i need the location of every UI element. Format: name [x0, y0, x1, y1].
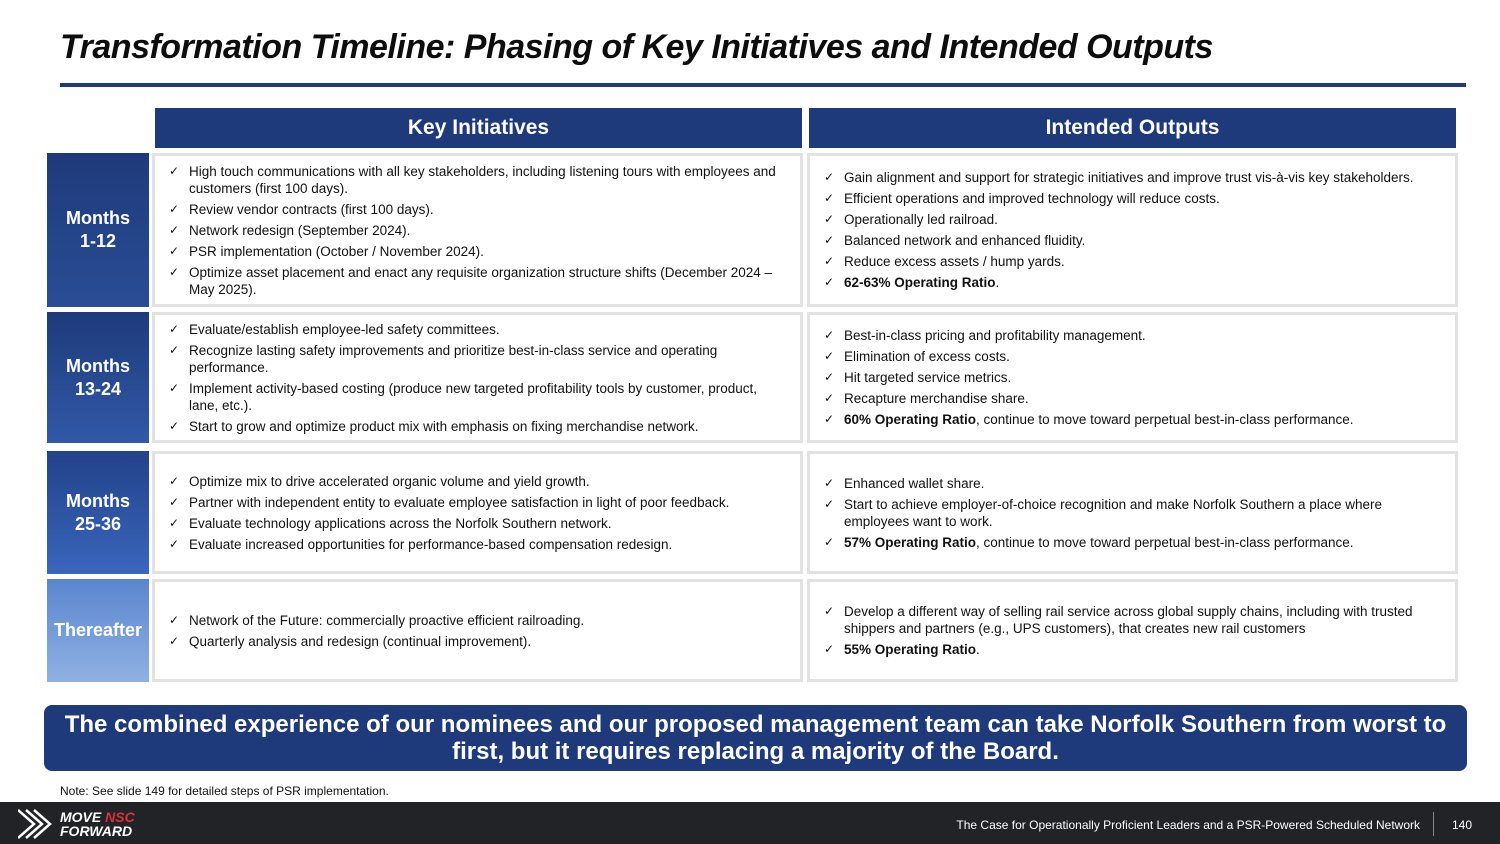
- page-number: 140: [1451, 818, 1472, 832]
- check-icon: ✓: [824, 233, 835, 247]
- initiative-item: ✓ Evaluate technology applications across the Norfolk Southern network.: [169, 515, 612, 531]
- check-icon: ✓: [824, 349, 835, 363]
- initiative-item: ✓ Quarterly analysis and redesign (continual improvement).: [169, 633, 532, 649]
- phase-label: Thereafter: [47, 579, 149, 682]
- initiative-item: ✓ Implement activity-based costing (produce new targeted profitability tools by customer, product, lane, etc.).: [169, 380, 758, 413]
- output-item: ✓ Best-in-class pricing and profitability management.: [824, 328, 1146, 343]
- output-item: ✓ 55% Operating Ratio.: [824, 642, 980, 657]
- initiatives-cell: [152, 451, 803, 574]
- check-icon: ✓: [169, 536, 180, 551]
- footer: [0, 802, 1500, 844]
- initiative-item: ✓ Network of the Future: commercially proactive efficient railroading.: [169, 612, 585, 628]
- check-icon: ✓: [169, 342, 180, 357]
- initiative-item: ✓ Review vendor contracts (first 100 days).: [169, 201, 434, 217]
- check-icon: ✓: [169, 633, 180, 648]
- phase-label: Months 13-24: [47, 312, 149, 443]
- footnote: Note: See slide 149 for detailed steps of PSR implementation.: [60, 784, 389, 798]
- check-icon: ✓: [824, 534, 835, 549]
- check-icon: ✓: [169, 515, 180, 530]
- phase-label: Months 25-36: [47, 451, 149, 574]
- output-item: ✓ Reduce excess assets / hump yards.: [824, 254, 1065, 269]
- check-icon: ✓: [824, 254, 835, 268]
- footer-text: The Case for Operationally Proficient Leaders and a PSR-Powered Scheduled Network: [956, 818, 1420, 832]
- initiatives-cell: [152, 312, 803, 443]
- check-icon: ✓: [824, 275, 835, 289]
- outputs-cell: [807, 153, 1458, 307]
- initiative-item: ✓ Start to grow and optimize product mix with emphasis on fixing merchandise network.: [169, 418, 699, 434]
- output-item: ✓ 60% Operating Ratio, continue to move toward perpetual best-in-class performance.: [824, 412, 1354, 427]
- check-icon: ✓: [169, 473, 180, 488]
- output-item: ✓ Operationally led railroad.: [824, 212, 998, 227]
- page-title: Transformation Timeline: Phasing of Key Initiatives and Intended Outputs: [60, 28, 1213, 66]
- initiative-item: ✓ Evaluate/establish employee-led safety committees.: [169, 321, 500, 337]
- outputs-cell: [807, 579, 1458, 682]
- output-item: ✓ Elimination of excess costs.: [824, 349, 1010, 364]
- output-item: ✓ 62-63% Operating Ratio.: [824, 275, 1000, 290]
- check-icon: ✓: [169, 418, 180, 433]
- check-icon: ✓: [169, 201, 180, 216]
- outputs-cell: [807, 312, 1458, 443]
- initiatives-cell: [152, 153, 803, 307]
- check-icon: ✓: [824, 412, 835, 426]
- output-item: ✓ Hit targeted service metrics.: [824, 370, 1012, 385]
- check-icon: ✓: [824, 642, 835, 656]
- chevrons-icon: [18, 808, 58, 840]
- initiative-item: ✓ Recognize lasting safety improvements and prioritize best-in-class service and operating performance.: [169, 342, 718, 375]
- check-icon: ✓: [169, 321, 180, 336]
- check-icon: ✓: [824, 170, 835, 184]
- check-icon: ✓: [169, 380, 180, 395]
- check-icon: ✓: [169, 222, 180, 237]
- output-item: ✓ Recapture merchandise share.: [824, 391, 1029, 406]
- output-item: ✓ Develop a different way of selling rail service across global supply chains, including with trusted shippers and partners (e.g., UPS customers), that creates new rail customers: [824, 604, 1413, 636]
- initiative-item: ✓ Network redesign (September 2024).: [169, 222, 411, 238]
- check-icon: ✓: [824, 328, 835, 342]
- check-icon: ✓: [169, 264, 180, 279]
- title-rule: [60, 83, 1466, 87]
- check-icon: ✓: [824, 370, 835, 384]
- output-item: ✓ Efficient operations and improved technology will reduce costs.: [824, 191, 1220, 206]
- check-icon: ✓: [169, 612, 180, 627]
- header-key-initiatives: Key Initiatives: [155, 108, 802, 148]
- check-icon: ✓: [824, 212, 835, 226]
- initiative-item: ✓ High touch communications with all key stakeholders, including listening tours with employees and customers (first 100 days).: [169, 163, 776, 196]
- output-item: ✓ Balanced network and enhanced fluidity.: [824, 233, 1086, 248]
- output-item: ✓ 57% Operating Ratio, continue to move toward perpetual best-in-class performance.: [824, 534, 1354, 550]
- output-item: ✓ Enhanced wallet share.: [824, 475, 985, 491]
- initiative-item: ✓ Partner with independent entity to evaluate employee satisfaction in light of poor feedback.: [169, 494, 730, 510]
- output-item: ✓ Start to achieve employer-of-choice recognition and make Norfolk Southern a place where employees want to work.: [824, 496, 1383, 529]
- summary-banner: The combined experience of our nominees and our proposed management team can take Norfolk Southern from worst to first, but it requires replacing a majority of the Board.: [44, 705, 1467, 771]
- check-icon: ✓: [824, 391, 835, 405]
- check-icon: ✓: [824, 496, 835, 511]
- check-icon: ✓: [169, 494, 180, 509]
- header-intended-outputs: Intended Outputs: [809, 108, 1456, 148]
- phase-label: Months 1-12: [47, 153, 149, 307]
- check-icon: ✓: [824, 604, 835, 618]
- initiative-item: ✓ Optimize mix to drive accelerated organic volume and yield growth.: [169, 473, 590, 489]
- footer-divider: [1433, 812, 1434, 836]
- initiative-item: ✓ PSR implementation (October / November 2024).: [169, 243, 484, 259]
- check-icon: ✓: [824, 475, 835, 490]
- check-icon: ✓: [169, 243, 180, 258]
- check-icon: ✓: [824, 191, 835, 205]
- check-icon: ✓: [169, 163, 180, 178]
- initiative-item: ✓ Evaluate increased opportunities for performance-based compensation redesign.: [169, 536, 673, 552]
- initiative-item: ✓ Optimize asset placement and enact any requisite organization structure shifts (December 2024 – May 2025).: [169, 264, 773, 297]
- move-nsc-forward-logo: MOVE NSC FORWARD: [18, 808, 135, 840]
- output-item: ✓ Gain alignment and support for strategic initiatives and improve trust vis-à-vis key stakeholders.: [824, 170, 1414, 185]
- initiatives-cell: [152, 579, 803, 682]
- outputs-cell: [807, 451, 1458, 574]
